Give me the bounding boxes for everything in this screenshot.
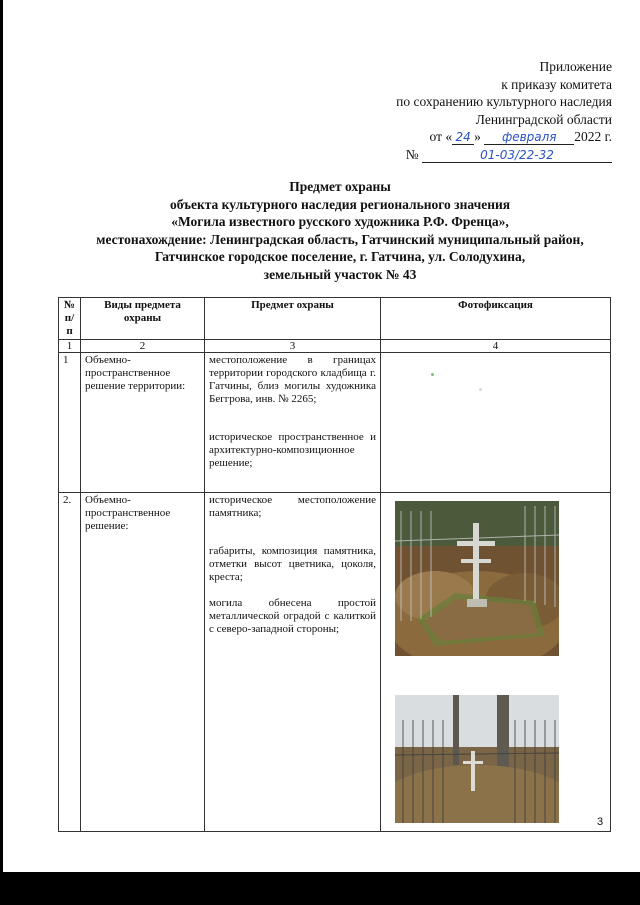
row-num: 2. [59,493,81,832]
header-kind: Виды предмета охраны [81,298,205,340]
scan-border-bottom [0,872,640,905]
order-number-value: 01-03/22-32 [422,148,612,163]
region-name: Ленинградской области [475,111,612,127]
grave-general-view-image [395,695,559,823]
page-number: 3 [597,816,604,828]
title-line-2: объекта культурного наследия регионального значения [169,196,511,212]
subject-item: историческое местоположение памятника; [209,494,376,519]
title-line-1: Предмет охраны [289,179,391,194]
table-row [59,353,611,493]
order-date: от « 24 » февраля 2022 г. [429,129,612,144]
order-reference: к приказу комитета [501,76,612,92]
row-num: 1 [59,353,81,493]
subject-item: могила обнесена простой металлической оградой с калиткой с северо-западной стороны; [209,597,376,635]
title-line-6: земельный участок № 43 [263,266,417,282]
committee-name: по сохранению культурного наследия [396,94,612,109]
order-number: № 01-03/22-32 [292,146,612,164]
scan-border-left [0,0,3,905]
date-day: 24 [452,130,474,145]
table-row [59,493,611,832]
title-line-4: местонахождение: Ленинградская область, Гатчинский муниципальный район, [96,231,584,247]
row-photo-empty [381,353,611,493]
grave-closeup-image [395,501,559,656]
table-header-row [59,298,611,340]
grave-photo-general-view [395,695,559,823]
row-kind: Объемно-пространственное решение территории: [81,353,205,493]
title-line-5: Гатчинское городское поселение, г. Гатчина, ул. Солодухина, [154,249,526,264]
row-subject [205,493,381,832]
protection-subject-table [58,297,611,832]
title-line-3: «Могила известного русского художника Р.Ф. Френца», [171,214,509,229]
row-subject [205,353,381,493]
subject-item: габариты, композиция памятника, отметки высот цветника, цоколя, креста; [209,545,376,583]
grave-photo-closeup [395,501,559,656]
date-year: 2022 г. [574,129,612,144]
row-kind: Объемно-пространственное решение: [81,493,205,832]
scan-artifact [431,373,434,376]
subject-item: местоположение в границах территории городского кладбища г. Гатчины, близ могилы художника Беггрова, инв. № 2265; [209,354,376,405]
appendix-header [292,58,612,163]
subject-item: историческое пространственное и архитектурно-композиционное решение; [209,431,376,469]
document-title [40,178,640,283]
header-photo: Фотофиксация [381,298,611,340]
table-index-row: 1 2 3 4 [59,340,611,353]
header-subject: Предмет охраны [205,298,381,340]
scan-artifact [479,388,482,391]
row-photos [381,493,611,832]
header-num: № п/п [59,298,81,340]
appendix-label: Приложение [539,59,612,74]
date-month: февраля [484,130,574,145]
